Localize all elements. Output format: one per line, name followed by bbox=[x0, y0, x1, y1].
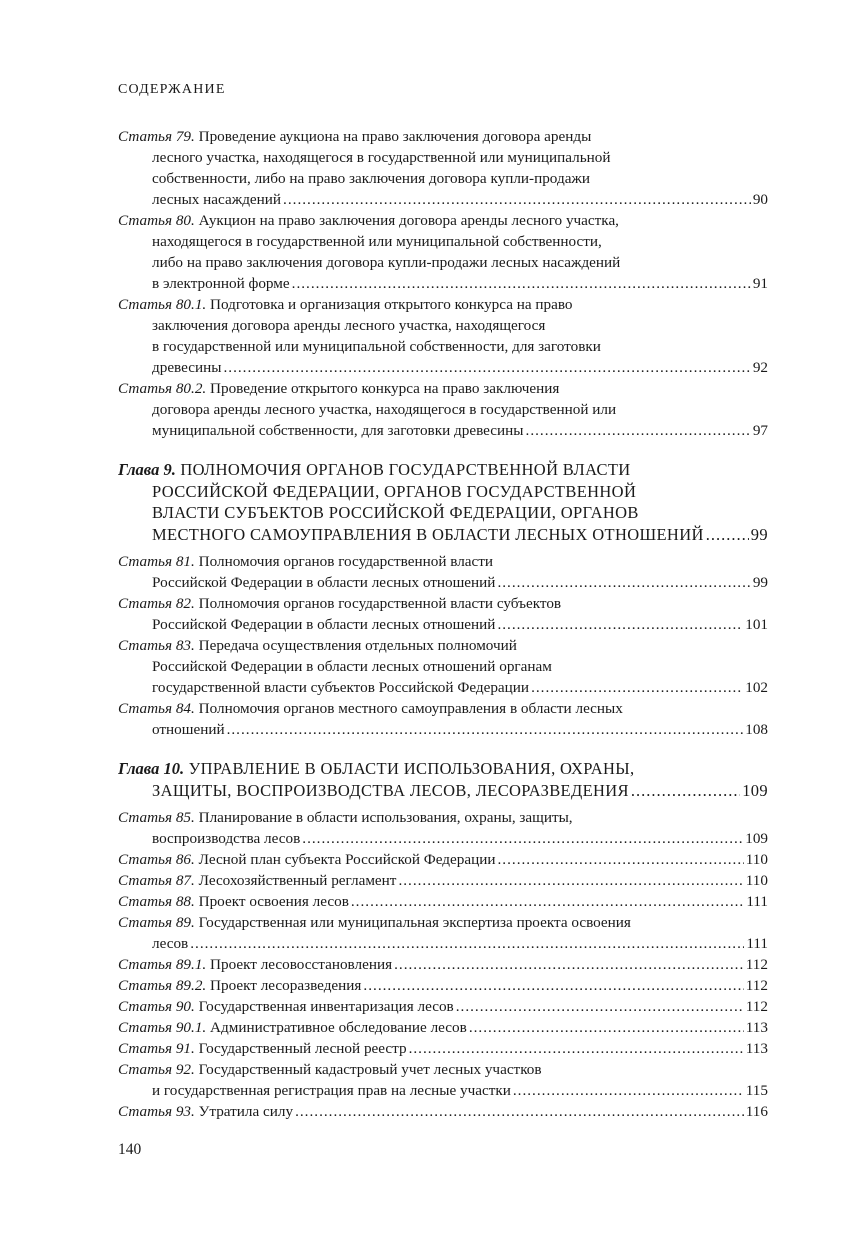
article-label: Статья 89.2. bbox=[118, 977, 207, 994]
toc-title-line: Административное обследование лесов bbox=[210, 1019, 467, 1036]
toc-line bbox=[118, 1101, 768, 1122]
toc-line bbox=[118, 1038, 768, 1059]
toc-page-number: 108 bbox=[745, 721, 768, 738]
toc-line bbox=[118, 551, 768, 572]
toc-article[interactable] bbox=[118, 1038, 768, 1059]
toc-title-line: Планирование в области использования, охраны, защиты, bbox=[198, 809, 573, 826]
toc-text bbox=[118, 380, 559, 397]
dot-leader bbox=[394, 954, 744, 975]
toc-line bbox=[118, 719, 768, 740]
toc-title-line: собственности, либо на право заключения договора купли-продажи bbox=[152, 170, 591, 187]
toc-text bbox=[152, 254, 620, 271]
toc-page-number: 101 bbox=[745, 616, 768, 633]
toc-title-line: МЕСТНОГО САМОУПРАВЛЕНИЯ В ОБЛАСТИ ЛЕСНЫХ ОТНОШЕНИЙ bbox=[152, 524, 704, 544]
toc-page-number: 99 bbox=[752, 574, 768, 591]
toc-article[interactable] bbox=[118, 551, 768, 593]
section-gap bbox=[118, 740, 768, 758]
dot-leader bbox=[398, 870, 743, 891]
toc-text bbox=[152, 614, 495, 635]
toc-title-line: Проект освоения лесов bbox=[198, 893, 349, 910]
toc-page-number: 102 bbox=[745, 679, 768, 696]
toc-text bbox=[152, 677, 529, 698]
article-label: Статья 80.2. bbox=[118, 380, 207, 397]
toc-line bbox=[118, 849, 768, 870]
dot-leader bbox=[526, 420, 751, 441]
toc-line bbox=[118, 1017, 768, 1038]
toc-article[interactable] bbox=[118, 294, 768, 378]
document-page bbox=[118, 0, 768, 1241]
toc-page-number: 112 bbox=[745, 956, 768, 973]
toc-text bbox=[118, 914, 631, 931]
dot-leader bbox=[456, 996, 744, 1017]
toc-text bbox=[152, 524, 704, 546]
toc-title-line: Полномочия органов государственной власти субъектов bbox=[198, 595, 562, 612]
dot-leader bbox=[531, 677, 743, 698]
toc-article[interactable] bbox=[118, 593, 768, 635]
toc-page-number: 92 bbox=[752, 359, 768, 376]
toc-article[interactable] bbox=[118, 954, 768, 975]
toc-title-line: Проведение аукциона на право заключения договора аренды bbox=[198, 128, 592, 145]
toc-title-line: заключения договора аренды лесного участка, находящегося bbox=[152, 317, 546, 334]
toc-line bbox=[118, 378, 768, 399]
toc-title-line: Подготовка и организация открытого конкурса на право bbox=[210, 296, 573, 313]
toc-article[interactable] bbox=[118, 210, 768, 294]
toc-title-line: и государственная регистрация прав на лесные участки bbox=[152, 1082, 511, 1099]
toc-title-line: Государственный кадастровый учет лесных участков bbox=[198, 1061, 542, 1078]
toc-text bbox=[118, 553, 493, 570]
toc-text bbox=[118, 975, 361, 996]
dot-leader bbox=[351, 891, 744, 912]
toc-article[interactable] bbox=[118, 1017, 768, 1038]
toc-line bbox=[118, 954, 768, 975]
toc-text bbox=[118, 1038, 407, 1059]
chapter-label: Глава 9. bbox=[118, 460, 176, 479]
toc-chapter[interactable] bbox=[118, 758, 768, 801]
toc-title-line: Российской Федерации в области лесных отношений органам bbox=[152, 658, 552, 675]
toc-text bbox=[152, 719, 225, 740]
dot-leader bbox=[498, 849, 744, 870]
toc-line bbox=[118, 294, 768, 315]
toc-text bbox=[152, 503, 639, 522]
toc-line bbox=[118, 524, 768, 546]
toc-title-line: в государственной или муниципальной собственности, для заготовки bbox=[152, 338, 601, 355]
toc-page-number: 116 bbox=[745, 1103, 768, 1120]
toc-text bbox=[118, 849, 496, 870]
toc-title-line: Полномочия органов государственной власти bbox=[198, 553, 494, 570]
toc-line bbox=[118, 420, 768, 441]
toc-line bbox=[118, 975, 768, 996]
toc-article[interactable] bbox=[118, 378, 768, 441]
toc-title-line: Полномочия органов местного самоуправления в области лесных bbox=[198, 700, 623, 717]
toc-line bbox=[118, 357, 768, 378]
toc-line bbox=[118, 677, 768, 698]
dot-leader bbox=[469, 1017, 744, 1038]
toc-text bbox=[118, 954, 392, 975]
article-label: Статья 90. bbox=[118, 998, 195, 1015]
article-label: Статья 84. bbox=[118, 700, 195, 717]
toc-article[interactable] bbox=[118, 912, 768, 954]
toc-title-line: УПРАВЛЕНИЕ В ОБЛАСТИ ИСПОЛЬЗОВАНИЯ, ОХРАНЫ, bbox=[188, 759, 635, 778]
toc-text bbox=[118, 1017, 467, 1038]
toc-text bbox=[118, 1101, 293, 1122]
toc-line bbox=[118, 912, 768, 933]
toc-title-line: Российской Федерации в области лесных отношений bbox=[152, 616, 496, 633]
toc-line bbox=[118, 933, 768, 954]
article-label: Статья 87. bbox=[118, 872, 195, 889]
dot-leader bbox=[295, 1101, 744, 1122]
toc-text bbox=[118, 700, 623, 717]
toc-line bbox=[118, 252, 768, 273]
toc-article[interactable] bbox=[118, 891, 768, 912]
article-label: Статья 89. bbox=[118, 914, 195, 931]
toc-article[interactable] bbox=[118, 975, 768, 996]
toc-text bbox=[118, 891, 349, 912]
toc-title-line: лесного участка, находящегося в государственной или муниципальной bbox=[152, 149, 611, 166]
toc-title-line: Государственный лесной реестр bbox=[198, 1040, 407, 1057]
toc-text bbox=[118, 870, 396, 891]
toc-text bbox=[152, 482, 636, 501]
page-number: 140 bbox=[118, 1141, 142, 1158]
toc-line bbox=[118, 210, 768, 231]
toc-line bbox=[118, 502, 768, 524]
toc-line bbox=[118, 231, 768, 252]
toc-line bbox=[118, 481, 768, 503]
toc-chapter[interactable] bbox=[118, 459, 768, 545]
toc-line bbox=[118, 891, 768, 912]
toc-text bbox=[152, 780, 629, 802]
toc-title-line: воспроизводства лесов bbox=[152, 830, 301, 847]
toc-line bbox=[118, 189, 768, 210]
toc-title-line: Государственная инвентаризация лесов bbox=[198, 998, 454, 1015]
article-label: Статья 80. bbox=[118, 212, 195, 229]
toc-text bbox=[152, 189, 281, 210]
toc-text bbox=[152, 420, 524, 441]
toc-line bbox=[118, 168, 768, 189]
toc-line bbox=[118, 399, 768, 420]
toc-text bbox=[152, 149, 610, 166]
toc-text bbox=[118, 637, 517, 654]
toc-page-number: 97 bbox=[752, 422, 768, 439]
toc-line bbox=[118, 828, 768, 849]
toc-text bbox=[152, 170, 590, 187]
toc-article[interactable] bbox=[118, 1101, 768, 1122]
toc-article[interactable] bbox=[118, 126, 768, 210]
toc-line bbox=[118, 572, 768, 593]
toc-title-line: Передача осуществления отдельных полномочий bbox=[198, 637, 517, 654]
toc-page-number: 99 bbox=[750, 524, 768, 544]
toc-text bbox=[152, 1080, 511, 1101]
toc-title-line: Лесной план субъекта Российской Федерации bbox=[198, 851, 496, 868]
toc-title-line: муниципальной собственности, для заготовки древесины bbox=[152, 422, 524, 439]
toc-text bbox=[118, 809, 573, 826]
toc-line bbox=[118, 698, 768, 719]
table-of-contents bbox=[118, 126, 768, 1122]
toc-text bbox=[152, 572, 495, 593]
toc-text bbox=[118, 996, 454, 1017]
toc-page-number: 111 bbox=[746, 935, 768, 952]
toc-text bbox=[118, 460, 631, 479]
toc-page-number: 112 bbox=[745, 977, 768, 994]
toc-title-line: Государственная или муниципальная экспертиза проекта освоения bbox=[198, 914, 631, 931]
toc-text bbox=[152, 401, 616, 418]
toc-page-number: 112 bbox=[745, 998, 768, 1015]
dot-leader bbox=[363, 975, 743, 996]
dot-leader bbox=[497, 614, 743, 635]
dot-leader bbox=[283, 189, 751, 210]
dot-leader bbox=[631, 780, 740, 802]
toc-title-line: государственной власти субъектов Российской Федерации bbox=[152, 679, 530, 696]
toc-line bbox=[118, 758, 768, 780]
toc-text bbox=[118, 1061, 542, 1078]
toc-text bbox=[118, 759, 634, 778]
article-label: Статья 91. bbox=[118, 1040, 195, 1057]
toc-title-line: Лесохозяйственный регламент bbox=[198, 872, 397, 889]
dot-leader bbox=[497, 572, 750, 593]
toc-text bbox=[152, 658, 552, 675]
toc-article[interactable] bbox=[118, 698, 768, 740]
article-label: Статья 89.1. bbox=[118, 956, 207, 973]
toc-line bbox=[118, 614, 768, 635]
toc-page-number: 109 bbox=[742, 780, 768, 800]
toc-page-number: 111 bbox=[746, 893, 768, 910]
dot-leader bbox=[409, 1038, 744, 1059]
toc-line bbox=[118, 273, 768, 294]
toc-title-line: отношений bbox=[152, 721, 225, 738]
toc-title-line: Российской Федерации в области лесных отношений bbox=[152, 574, 496, 591]
toc-title-line: договора аренды лесного участка, находящегося в государственной или bbox=[152, 401, 617, 418]
toc-title-line: древесины bbox=[152, 359, 222, 376]
toc-page-number: 113 bbox=[745, 1019, 768, 1036]
toc-title-line: Аукцион на право заключения договора аренды лесного участка, bbox=[198, 212, 619, 229]
toc-article[interactable] bbox=[118, 870, 768, 891]
article-label: Статья 92. bbox=[118, 1061, 195, 1078]
toc-text bbox=[152, 357, 221, 378]
toc-page-number: 110 bbox=[745, 872, 768, 889]
toc-page-number: 91 bbox=[752, 275, 768, 292]
article-label: Статья 80.1. bbox=[118, 296, 207, 313]
toc-title-line: лесов bbox=[152, 935, 189, 952]
toc-title-line: ВЛАСТИ СУБЪЕКТОВ РОССИЙСКОЙ ФЕДЕРАЦИИ, ОРГАНОВ bbox=[152, 503, 639, 522]
section-gap bbox=[118, 441, 768, 459]
toc-page-number: 109 bbox=[745, 830, 768, 847]
toc-title-line: лесных насаждений bbox=[152, 191, 282, 208]
toc-title-line: находящегося в государственной или муниципальной собственности, bbox=[152, 233, 602, 250]
toc-page-number: 90 bbox=[752, 191, 768, 208]
toc-page-number: 115 bbox=[745, 1082, 768, 1099]
toc-line bbox=[118, 635, 768, 656]
toc-title-line: Утратила силу bbox=[198, 1103, 294, 1120]
article-label: Статья 83. bbox=[118, 637, 195, 654]
toc-title-line: РОССИЙСКОЙ ФЕДЕРАЦИИ, ОРГАНОВ ГОСУДАРСТВЕННОЙ bbox=[152, 481, 637, 501]
toc-text bbox=[152, 317, 545, 334]
toc-page-number: 113 bbox=[745, 1040, 768, 1057]
article-label: Статья 81. bbox=[118, 553, 195, 570]
dot-leader bbox=[706, 524, 749, 546]
toc-article[interactable] bbox=[118, 807, 768, 849]
toc-line bbox=[118, 147, 768, 168]
toc-title-line: в электронной форме bbox=[152, 275, 290, 292]
article-label: Статья 93. bbox=[118, 1103, 195, 1120]
article-label: Статья 86. bbox=[118, 851, 195, 868]
article-label: Статья 79. bbox=[118, 128, 195, 145]
toc-line bbox=[118, 593, 768, 614]
toc-line bbox=[118, 1080, 768, 1101]
toc-text bbox=[152, 273, 290, 294]
toc-title-line: ЗАЩИТЫ, ВОСПРОИЗВОДСТВА ЛЕСОВ, ЛЕСОРАЗВЕДЕНИЯ bbox=[152, 780, 629, 800]
toc-line bbox=[118, 996, 768, 1017]
toc-line bbox=[118, 780, 768, 802]
article-label: Статья 88. bbox=[118, 893, 195, 910]
toc-title-line: Проведение открытого конкурса на право заключения bbox=[210, 380, 560, 397]
toc-text bbox=[118, 212, 619, 229]
toc-text bbox=[152, 933, 188, 954]
toc-line bbox=[118, 459, 768, 481]
toc-line bbox=[118, 1059, 768, 1080]
article-label: Статья 90.1. bbox=[118, 1019, 207, 1036]
dot-leader bbox=[302, 828, 743, 849]
dot-leader bbox=[190, 933, 744, 954]
toc-title-line: ПОЛНОМОЧИЯ ОРГАНОВ ГОСУДАРСТВЕННОЙ ВЛАСТИ bbox=[180, 460, 631, 479]
toc-text bbox=[118, 296, 573, 313]
toc-title-line: Проект лесовосстановления bbox=[210, 956, 393, 973]
toc-article[interactable] bbox=[118, 635, 768, 698]
dot-leader bbox=[292, 273, 751, 294]
toc-article[interactable] bbox=[118, 996, 768, 1017]
dot-leader bbox=[227, 719, 744, 740]
toc-line bbox=[118, 126, 768, 147]
running-header: СОДЕРЖАНИЕ bbox=[118, 82, 226, 97]
toc-text bbox=[152, 338, 601, 355]
dot-leader bbox=[513, 1080, 744, 1101]
toc-line bbox=[118, 336, 768, 357]
toc-article[interactable] bbox=[118, 849, 768, 870]
toc-line bbox=[118, 870, 768, 891]
dot-leader bbox=[223, 357, 750, 378]
toc-article[interactable] bbox=[118, 1059, 768, 1101]
chapter-label: Глава 10. bbox=[118, 759, 185, 778]
article-label: Статья 82. bbox=[118, 595, 195, 612]
toc-line bbox=[118, 656, 768, 677]
toc-text bbox=[152, 233, 602, 250]
toc-title-line: Проект лесоразведения bbox=[210, 977, 362, 994]
toc-title-line: либо на право заключения договора купли-продажи лесных насаждений bbox=[152, 254, 621, 271]
toc-text bbox=[118, 128, 591, 145]
toc-text bbox=[152, 828, 300, 849]
article-label: Статья 85. bbox=[118, 809, 195, 826]
toc-page-number: 110 bbox=[745, 851, 768, 868]
toc-line bbox=[118, 315, 768, 336]
toc-text bbox=[118, 595, 561, 612]
toc-line bbox=[118, 807, 768, 828]
